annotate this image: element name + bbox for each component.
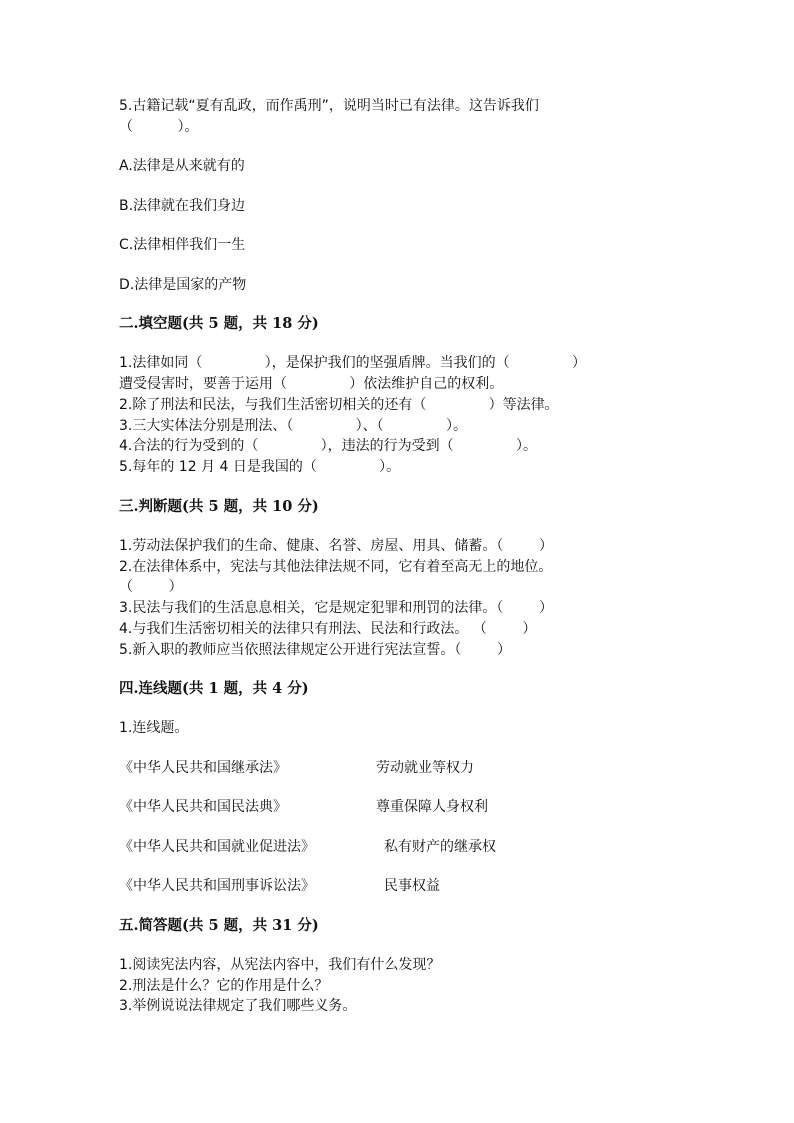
section3-line-2: 2.在法律体系中，宪法与其他法律法规不同，它有着至高无上的地位。 [119, 559, 553, 575]
section5-line-3: 3.举例说说法律规定了我们哪些义务。 [119, 998, 357, 1014]
section2-line-5: 4.合法的行为受到的（ ），违法的行为受到（ ）。 [119, 438, 537, 454]
section3-line-4: 3.民法与我们的生活息息相关，它是规定犯罪和刑罚的法律。（ ） [119, 600, 553, 616]
match-right-item-1: 劳动就业等权力 [376, 760, 474, 776]
match-right-item-2: 尊重保障人身权利 [376, 799, 488, 815]
section5-heading: 五.简答题(共 5 题，共 31 分) [119, 917, 319, 934]
q5-option-b: B.法律就在我们身边 [119, 198, 246, 214]
section2-line-4: 3.三大实体法分别是刑法、（ ）、（ ）。 [119, 418, 467, 434]
section4-intro: 1.连线题。 [119, 720, 189, 736]
section3-line-5: 4.与我们生活密切相关的法律只有刑法、民法和行政法。 （ ） [119, 621, 537, 637]
section2-line-2: 遭受侵害时，要善于运用（ ）依法维护自己的权利。 [119, 376, 504, 392]
q5-option-c: C.法律相伴我们一生 [119, 237, 246, 253]
section3-line-1: 1.劳动法保护我们的生命、健康、名誉、房屋、用具、储蓄。（ ） [119, 538, 553, 554]
match-left-item-1: 《中华人民共和国继承法》 [119, 760, 287, 776]
q5-option-a: A.法律是从来就有的 [119, 158, 245, 174]
match-left-item-4: 《中华人民共和国刑事诉讼法》 [119, 878, 315, 894]
q5-option-d: D.法律是国家的产物 [119, 277, 247, 293]
section2-line-6: 5.每年的 12 月 4 日是我国的（ ）。 [119, 459, 401, 475]
q5-stem-line2: （ ）。 [119, 119, 199, 135]
match-right-item-3: 私有财产的继承权 [384, 839, 496, 855]
section2-line-3: 2.除了刑法和民法，与我们生活密切相关的还有（ ）等法律。 [119, 397, 559, 413]
section4-heading: 四.连线题(共 1 题，共 4 分) [119, 680, 309, 697]
section3-heading: 三.判断题(共 5 题，共 10 分) [119, 498, 319, 515]
section5-line-2: 2.刑法是什么？它的作用是什么？ [119, 978, 329, 994]
match-right-item-4: 民事权益 [384, 878, 440, 894]
match-left-item-3: 《中华人民共和国就业促进法》 [119, 839, 315, 855]
q5-stem-line1: 5.古籍记载“夏有乱政，而作禹刑”，说明当时已有法律。这告诉我们 [119, 98, 539, 114]
section3-line-6: 5.新入职的教师应当依照法律规定公开进行宪法宣誓。（ ） [119, 642, 511, 658]
section2-line-1: 1.法律如同（ ），是保护我们的坚强盾牌。当我们的（ ） [119, 355, 586, 371]
section5-line-1: 1.阅读宪法内容，从宪法内容中，我们有什么发现？ [119, 957, 441, 973]
section2-heading: 二.填空题(共 5 题，共 18 分) [119, 315, 319, 332]
section3-line-3: （ ） [119, 579, 183, 595]
match-left-item-2: 《中华人民共和国民法典》 [119, 799, 287, 815]
